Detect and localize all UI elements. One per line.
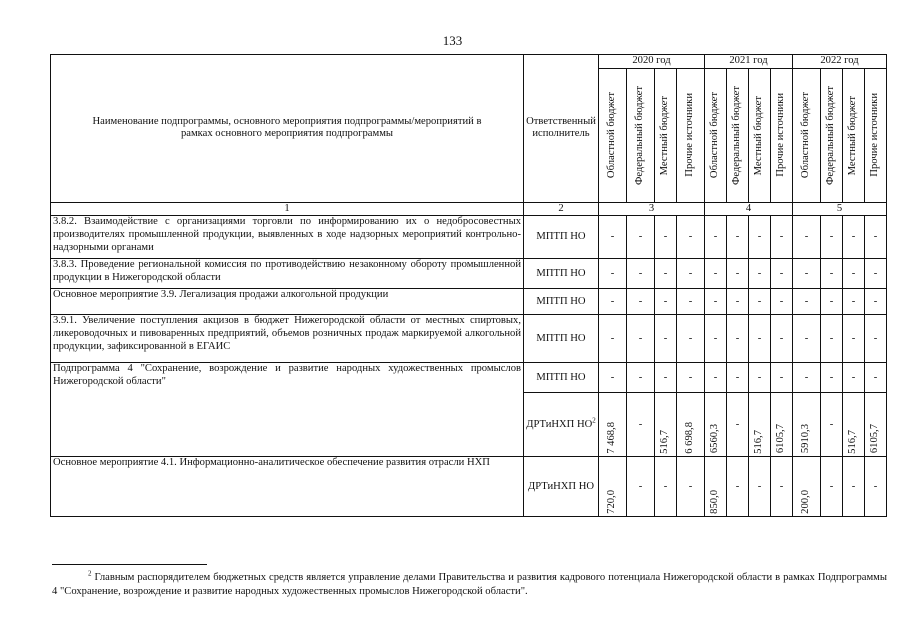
value-cell: - xyxy=(843,289,865,315)
value-cell: 6105,7 xyxy=(865,393,887,457)
table-row xyxy=(51,363,887,393)
column-number: 3 xyxy=(599,202,705,216)
table-row xyxy=(51,457,887,517)
budget-table xyxy=(50,54,887,517)
budget-type-header: Областной бюджет xyxy=(800,92,812,179)
budget-type-header: Прочие источники xyxy=(869,93,881,178)
column-number: 1 xyxy=(51,202,524,216)
value-cell: 6 698,8 xyxy=(677,393,705,457)
budget-type-header: Местный бюджет xyxy=(847,95,859,175)
budget-type-header: Прочие источники xyxy=(775,93,787,178)
row-name: 3.8.3. Проведение региональной комиссия по противодействию незаконному обороту промышленной продукции в Нижегородской области xyxy=(51,259,524,289)
column-number: 5 xyxy=(793,202,887,216)
value-cell: - xyxy=(749,289,771,315)
value-cell: - xyxy=(865,457,887,517)
value-cell: - xyxy=(655,315,677,363)
budget-type-header: Федеральный бюджет xyxy=(825,85,837,185)
value-cell: - xyxy=(793,216,821,259)
value-cell: - xyxy=(727,289,749,315)
value-cell: - xyxy=(749,216,771,259)
column-number-row xyxy=(51,202,887,216)
row-executor: МПТП НО xyxy=(524,363,599,393)
value-cell: - xyxy=(727,393,749,457)
row-executor: МПТП НО xyxy=(524,259,599,289)
value-cell: - xyxy=(821,259,843,289)
value-cell: - xyxy=(677,289,705,315)
value-cell: - xyxy=(821,315,843,363)
value-cell: - xyxy=(865,363,887,393)
table-row xyxy=(51,216,887,259)
footnote-ref: 2 xyxy=(592,416,596,425)
value-cell: 850,0 xyxy=(705,457,727,517)
value-cell: - xyxy=(865,216,887,259)
value-cell: - xyxy=(705,315,727,363)
value-cell: - xyxy=(771,289,793,315)
value-cell: 200,0 xyxy=(793,457,821,517)
value-cell: - xyxy=(655,457,677,517)
value-cell: - xyxy=(727,457,749,517)
value-cell: - xyxy=(821,363,843,393)
value-cell: - xyxy=(599,363,627,393)
value-cell: - xyxy=(793,259,821,289)
footnote-divider xyxy=(52,564,207,565)
budget-type-header: Прочие источники xyxy=(684,93,696,178)
budget-type-header: Областной бюджет xyxy=(606,92,618,179)
name-column-header: Наименование подпрограммы, основного мероприятия подпрограммы/мероприятий в рамках основного мероприятия подпрограммы xyxy=(51,55,524,203)
budget-type-header: Областной бюджет xyxy=(709,92,721,179)
value-cell: - xyxy=(865,289,887,315)
value-cell: 516,7 xyxy=(843,393,865,457)
table-row xyxy=(51,259,887,289)
value-cell: - xyxy=(655,259,677,289)
value-cell: - xyxy=(727,216,749,259)
value-cell: - xyxy=(821,216,843,259)
value-cell: - xyxy=(843,216,865,259)
year-header-2020: 2020 год xyxy=(599,55,705,69)
value-cell: - xyxy=(749,315,771,363)
budget-type-header: Федеральный бюджет xyxy=(731,85,743,185)
value-cell: - xyxy=(655,216,677,259)
value-cell: - xyxy=(627,363,655,393)
value-cell: - xyxy=(771,315,793,363)
value-cell: - xyxy=(705,216,727,259)
value-cell: - xyxy=(705,289,727,315)
value-cell: - xyxy=(793,363,821,393)
row-executor: ДРТиНХП НО xyxy=(524,457,599,517)
footnote-number: 2 xyxy=(88,569,92,578)
year-header-2022: 2022 год xyxy=(793,55,887,69)
table-row xyxy=(51,315,887,363)
row-executor: ДРТиНХП $НО^2$ xyxy=(524,393,599,457)
value-cell: - xyxy=(793,315,821,363)
row-executor: МПТП НО xyxy=(524,216,599,259)
value-cell: - xyxy=(627,216,655,259)
value-cell: - xyxy=(843,457,865,517)
value-cell: - xyxy=(677,315,705,363)
row-name: Подпрограмма 4 "Сохранение, возрождение и развитие народных художественных промыслов Нижегородской области" xyxy=(51,363,524,457)
table-row xyxy=(51,289,887,315)
column-number: 4 xyxy=(705,202,793,216)
value-cell: - xyxy=(677,259,705,289)
value-cell: 6105,7 xyxy=(771,393,793,457)
budget-type-header: Местный бюджет xyxy=(659,95,671,175)
value-cell: 720,0 xyxy=(599,457,627,517)
value-cell: - xyxy=(843,315,865,363)
value-cell: - xyxy=(749,363,771,393)
value-cell: - xyxy=(821,289,843,315)
value-cell: - xyxy=(821,393,843,457)
value-cell: - xyxy=(655,363,677,393)
value-cell: - xyxy=(677,457,705,517)
row-name: 3.8.2. Взаимодействие с организациями торговли по информированию их о недобросовестных производителях промышленной продукции, выявленных в ходе надзорных мероприятий контрольно-надзорными органами xyxy=(51,216,524,259)
row-executor: МПТП НО xyxy=(524,315,599,363)
page-number: 133 xyxy=(442,33,463,48)
value-cell: 516,7 xyxy=(749,393,771,457)
value-cell: - xyxy=(599,259,627,289)
value-cell: - xyxy=(749,457,771,517)
value-cell: - xyxy=(771,363,793,393)
value-cell: - xyxy=(627,457,655,517)
value-cell: - xyxy=(771,259,793,289)
value-cell: - xyxy=(627,393,655,457)
value-cell: 516,7 xyxy=(655,393,677,457)
value-cell: - xyxy=(727,259,749,289)
value-cell: - xyxy=(677,363,705,393)
value-cell: - xyxy=(843,259,865,289)
value-cell: - xyxy=(705,363,727,393)
value-cell: - xyxy=(821,457,843,517)
value-cell: - xyxy=(599,216,627,259)
value-cell: 6560,3 xyxy=(705,393,727,457)
value-cell: 5910,3 xyxy=(793,393,821,457)
row-name: Основное мероприятие 3.9. Легализация продажи алкогольной продукции xyxy=(51,289,524,315)
value-cell: - xyxy=(655,289,677,315)
column-number: 2 xyxy=(524,202,599,216)
value-cell: - xyxy=(627,315,655,363)
value-cell: - xyxy=(843,363,865,393)
value-cell: - xyxy=(627,289,655,315)
row-executor: МПТП НО xyxy=(524,289,599,315)
value-cell: - xyxy=(599,289,627,315)
value-cell: - xyxy=(727,363,749,393)
row-name: Основное мероприятие 4.1. Информационно-аналитическое обеспечение развития отрасли НХП xyxy=(51,457,524,517)
value-cell: - xyxy=(727,315,749,363)
row-name: 3.9.1. Увеличение поступления акцизов в бюджет Нижегородской области от местных спиртовых, ликероводочных и пивоваренных предприятий, объемов розничных продаж маркируемой алкогольной продукции, зафиксированной в ЕГАИС xyxy=(51,315,524,363)
value-cell: - xyxy=(793,289,821,315)
value-cell: - xyxy=(771,457,793,517)
value-cell: - xyxy=(865,259,887,289)
year-header-2021: 2021 год xyxy=(705,55,793,69)
footnote xyxy=(52,571,887,599)
budget-type-header: Местный бюджет xyxy=(753,95,765,175)
value-cell: - xyxy=(865,315,887,363)
value-cell: - xyxy=(599,315,627,363)
value-cell: - xyxy=(705,259,727,289)
value-cell: - xyxy=(627,259,655,289)
value-cell: - xyxy=(771,216,793,259)
value-cell: - xyxy=(677,216,705,259)
value-cell: 7 468,8 xyxy=(599,393,627,457)
budget-type-header: Федеральный бюджет xyxy=(634,85,646,185)
footnote-text: Главным распорядителем бюджетных средств является управление делами Правительства и развития кадрового потенциала Нижегородской области в рамках Подпрограммы 4 "Сохранение, возрождение и развитие народных художественных промыслов Нижегородской области". xyxy=(52,572,887,597)
value-cell: - xyxy=(749,259,771,289)
executor-column-header: Ответственный исполнитель xyxy=(524,55,599,203)
